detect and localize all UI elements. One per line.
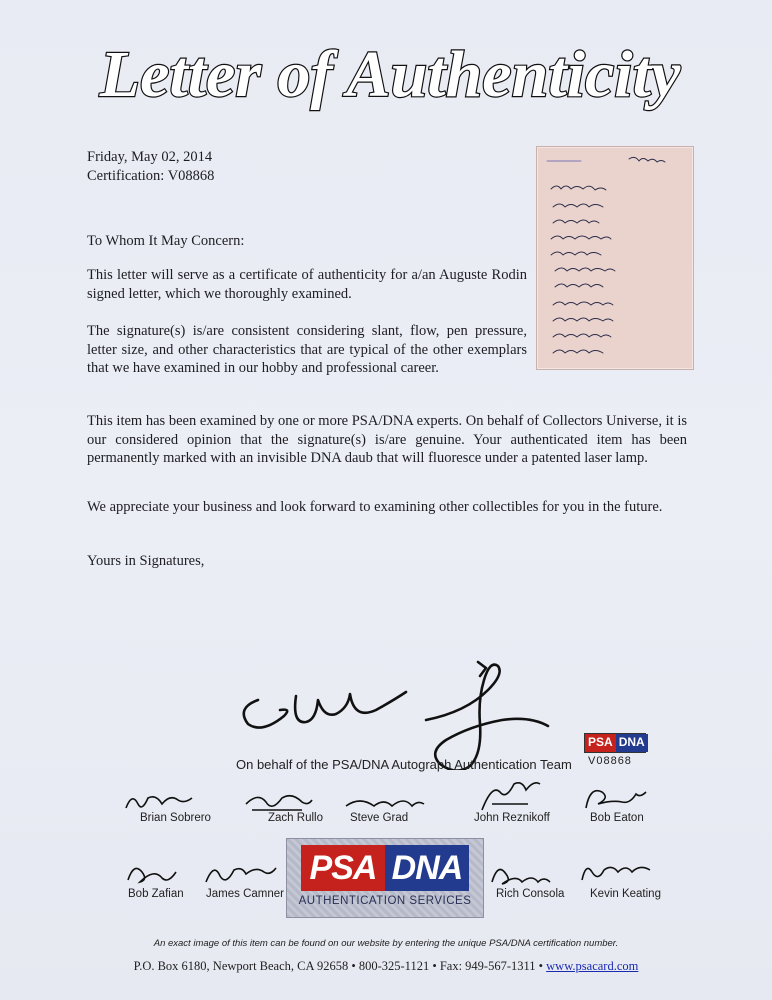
psa-dna-label-logo (584, 733, 646, 753)
closing: Yours in Signatures, (87, 553, 205, 569)
team-line: On behalf of the PSA/DNA Autograph Authentication Team (236, 757, 572, 772)
website-link[interactable]: www.psacard.com (546, 959, 639, 973)
seal-psa: PSA (301, 845, 385, 891)
title-text: Letter of Authenticity (99, 38, 681, 111)
certification-number: V08868 (167, 168, 215, 184)
main-signature (230, 650, 570, 770)
signature-kevin-keating (574, 858, 660, 888)
footnote: An exact image of this item can be found on our website by entering the unique PSA/DNA certification number. (153, 938, 619, 949)
signature-bob-zafian (120, 858, 190, 888)
seal-logo (301, 845, 469, 891)
letter-date: Friday, May 02, 2014 (87, 149, 213, 165)
authenticator-name: Kevin Keating (590, 888, 661, 900)
psa-logo-text: PSA (585, 734, 616, 752)
authentication-seal (286, 838, 484, 918)
label-code: V08868 (588, 755, 632, 767)
authenticator-name: Bob Zafian (128, 888, 184, 900)
signature-bob-eaton (576, 782, 656, 816)
authenticator-name: Zach Rullo (268, 812, 323, 824)
signature-john-reznikoff (462, 782, 552, 816)
authenticator-name: James Camner (206, 888, 284, 900)
authenticator-name: Steve Grad (350, 812, 409, 824)
authenticator-name: Bob Eaton (590, 812, 644, 824)
address-text: P.O. Box 6180, Newport Beach, CA 92658 • 800-325-1121 • Fax: 949-567-1311 • (133, 959, 544, 973)
signature-rich-consola (484, 858, 564, 888)
footer-address (0, 959, 772, 974)
dna-logo-text: DNA (616, 734, 648, 752)
certification-line (87, 167, 214, 186)
authenticated-letter-image (536, 146, 694, 370)
seal-dna: DNA (385, 845, 469, 891)
authenticator-name: Rich Consola (496, 888, 565, 900)
authenticator-name: Brian Sobrero (140, 812, 211, 824)
certification-label: Certification: (87, 168, 165, 184)
signature-james-camner (196, 858, 286, 888)
page-title (60, 14, 720, 134)
letter-meta (87, 148, 214, 186)
authenticator-name: John Reznikoff (474, 812, 550, 824)
paragraph-examination: This item has been examined by one or more PSA/DNA experts. On behalf of Collectors Universe, it is our considered opinion that the signature(s) is/are genuine. Your authenticated item has been permanently marked with an invisible DNA daub that will fluoresce under a patented laser lamp. (87, 413, 687, 466)
seal-label: AUTHENTICATION SERVICES (298, 895, 472, 907)
salutation: To Whom It May Concern: (87, 233, 245, 249)
paragraph-signature-analysis: The signature(s) is/are consistent considering slant, flow, pen pressure, letter size, and other characteristics that are typical of the other exemplars that we have examined in our hobby and professional career. (87, 323, 527, 376)
paragraph-intro: This letter will serve as a certificate of authenticity for a/an Auguste Rodin signed letter, which we thoroughly examined. (87, 267, 527, 302)
paragraph-appreciation: We appreciate your business and look forward to examining other collectibles for you in the future. (87, 499, 663, 515)
